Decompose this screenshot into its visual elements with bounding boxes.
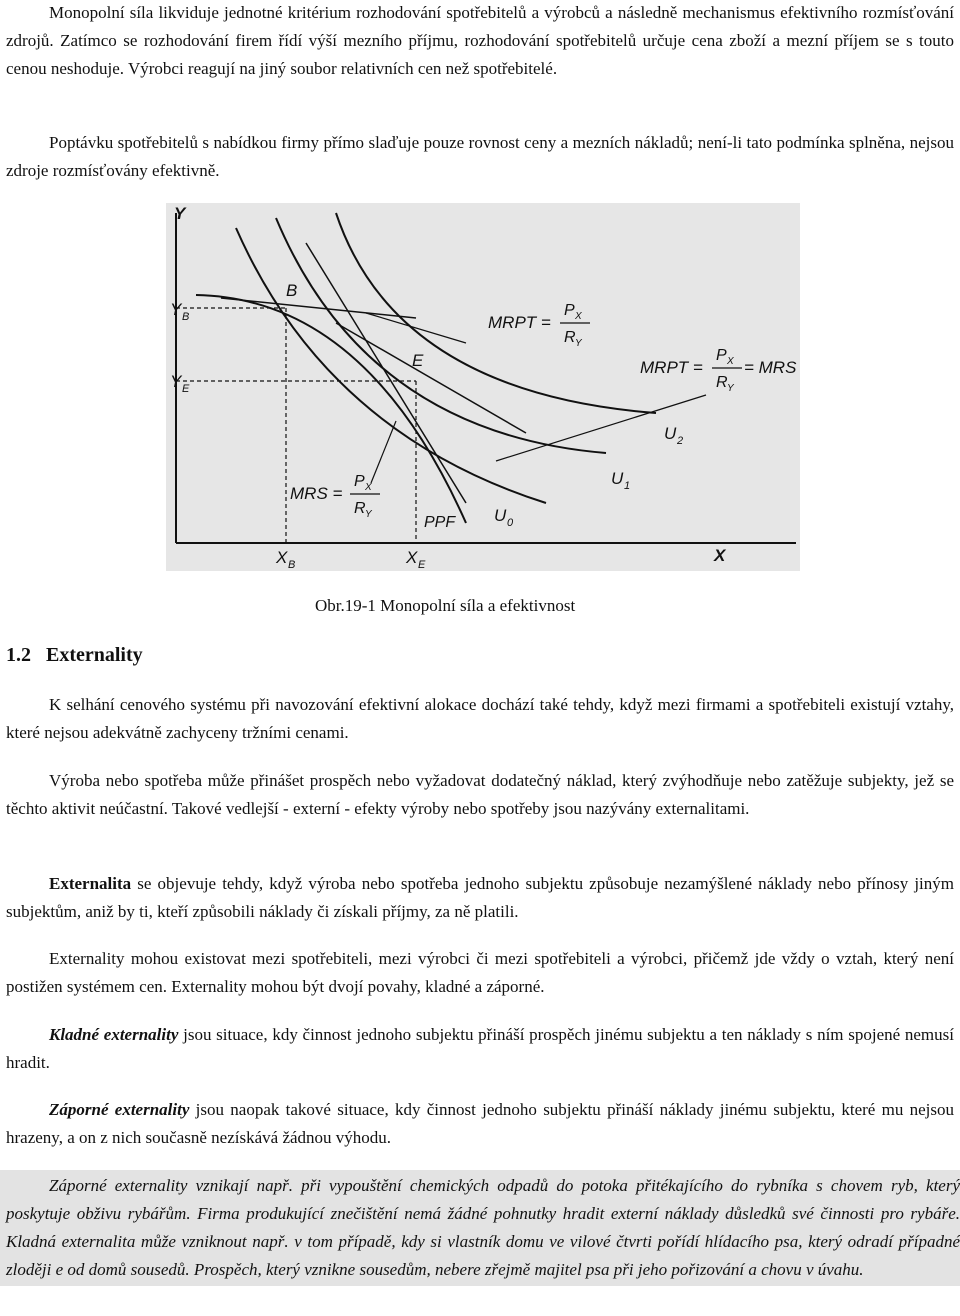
arrow-mrs — [371, 421, 396, 483]
paragraph-externality-definition-text: se objevuje tehdy, když výroba nebo spotřeba jednoho subjektu způsobuje nezamýšlené náklady nebo přínosy jiným subjektům, aniž by ti, kteří způsobili náklady či získali příjmy, za ně platili. — [6, 874, 954, 921]
u0-label: U — [494, 506, 507, 525]
yb-subscript: B — [182, 311, 190, 323]
mrs-denominator-sub: Y — [365, 509, 372, 520]
xe-subscript: E — [418, 559, 426, 571]
figure-caption: Obr.19-1 Monopolní síla a efektivnost — [315, 596, 576, 615]
figure-diagram — [166, 203, 800, 571]
indifference-curve-u0 — [236, 228, 546, 503]
paragraph-negative-externalities-text: jsou naopak takové situace, kdy činnost jednoho subjektu přináší náklady jinému subjektu, které mu nejsou hrazeny, a on z nich současně nezískává žádnou výhodu. — [6, 1100, 954, 1147]
xb-subscript: B — [288, 559, 296, 571]
paragraph-negative-externalities — [6, 1096, 954, 1152]
xb-label: X — [276, 548, 288, 567]
mrs-numerator-sub: X — [365, 482, 372, 493]
xe-label: X — [406, 548, 418, 567]
u2-label: U — [664, 424, 677, 443]
term-externalita: Externalita — [49, 874, 132, 893]
mrpt-top-denominator: R — [564, 329, 576, 346]
paragraph-demand-supply: Poptávku spotřebitelů s nabídkou firmy přímo slaďuje pouze rovnost ceny a mezních nákladů; není-li tato podmínka splněna, nejsou zdroje rozmísťovány efektivně. — [6, 133, 954, 180]
mrs-denominator: R — [354, 500, 366, 517]
y-axis-label: Y — [174, 204, 186, 223]
mrpt-right-numerator: P — [716, 347, 727, 364]
paragraph-price-failure: K selhání cenového systému při navozování efektivní alokace dochází také tehdy, když mezi firmami a spotřebiteli existují vztahy, které nejsou adekvátně zachyceny tržními cenami. — [6, 695, 954, 742]
point-b-label: B — [286, 281, 298, 300]
yb-label: Y — [170, 300, 182, 319]
paragraph-externality-types: Externality mohou existovat mezi spotřebiteli, mezi výrobci či mezi spotřebiteli a výrobci, přičemž jde vždy o vztah, který není postižen systémem cen. Externality mohou být dvojí povahy, kladné a záporné. — [6, 949, 954, 996]
mrpt-line-b — [221, 298, 416, 318]
paragraph-externality-definition — [6, 870, 954, 926]
mrpt-top-denominator-sub: Y — [575, 338, 582, 349]
example-note-text: Záporné externality vznikají např. při vypouštění chemických odpadů do potoka přitékajícího do rybníka s chovem ryb, který poskytuje obživu rybářům. Firma produkující znečištění nemá žádné pohnutky hradit externí náklady důsledků své činnosti pro rybáře. Kladná externalita může vzniknout např. v tom případě, kdy si vlastník domu ve vilové čtvrti pořídí hlídacího psa, který odradí případné zloději e od domů sousedů. Prospěch, který vznikne sousedům, nebere zřejmě majitel psa při jeho pořizování a chovu v úvahu. — [6, 1176, 960, 1279]
point-e-label: E — [412, 351, 424, 370]
paragraph-external-effects: Výroba nebo spotřeba může přinášet prospěch nebo vyžadovat dodatečný náklad, který zvýhodňuje nebo zatěžuje subjekty, jež se těchto aktivit neúčastní. Takové vedlejší - externí - efekty výroby nebo spotřeby jsou nazývány externalitami. — [6, 771, 954, 818]
section-heading: 1.2 Externality — [6, 644, 143, 666]
mrpt-label-right: MRPT = — [640, 358, 703, 377]
u0-subscript: 0 — [507, 517, 514, 529]
ye-label: Y — [170, 372, 182, 391]
mrpt-right-tail: = MRS — [744, 358, 797, 377]
mrpt-label-top: MRPT = — [488, 313, 551, 332]
mrs-label: MRS = — [290, 484, 343, 503]
mrs-numerator: P — [354, 473, 365, 490]
u2-subscript: 2 — [677, 435, 684, 447]
mrpt-right-numerator-sub: X — [727, 356, 734, 367]
u1-subscript: 1 — [624, 480, 631, 492]
paragraph-monopoly-power: Monopolní síla likviduje jednotné kritérium rozhodování spotřebitelů a výrobců a následně mechanismus efektivního rozmísťování zdrojů. Zatímco se rozhodování firem řídí výší mezního příjmu, rozhodování spotřebitelů určuje cena zboží a mezní příjem se s touto cenou neshoduje. Výrobci reagují na jiný soubor relativních cen než spotřebitelé. — [6, 3, 954, 78]
mrpt-top-numerator-sub: X — [575, 311, 582, 322]
term-positive-externalities: Kladné externality — [49, 1025, 179, 1044]
mrpt-top-numerator: P — [564, 302, 575, 319]
figure-monopoly-efficiency — [166, 203, 800, 571]
paragraph-positive-externalities-text: jsou situace, kdy činnost jednoho subjektu přináší prospěch jinému subjektu a ten náklady s ním spojené nemusí hradit. — [6, 1025, 954, 1072]
x-axis-label: X — [714, 546, 726, 565]
example-note-box — [0, 1170, 960, 1286]
u1-label: U — [611, 469, 624, 488]
mrpt-right-denominator: R — [716, 374, 728, 391]
paragraph-positive-externalities — [6, 1021, 954, 1077]
term-negative-externalities: Záporné externality — [49, 1100, 190, 1119]
mrpt-right-denominator-sub: Y — [727, 383, 734, 394]
ppf-label: PPF — [424, 514, 456, 531]
ye-subscript: E — [182, 383, 190, 395]
